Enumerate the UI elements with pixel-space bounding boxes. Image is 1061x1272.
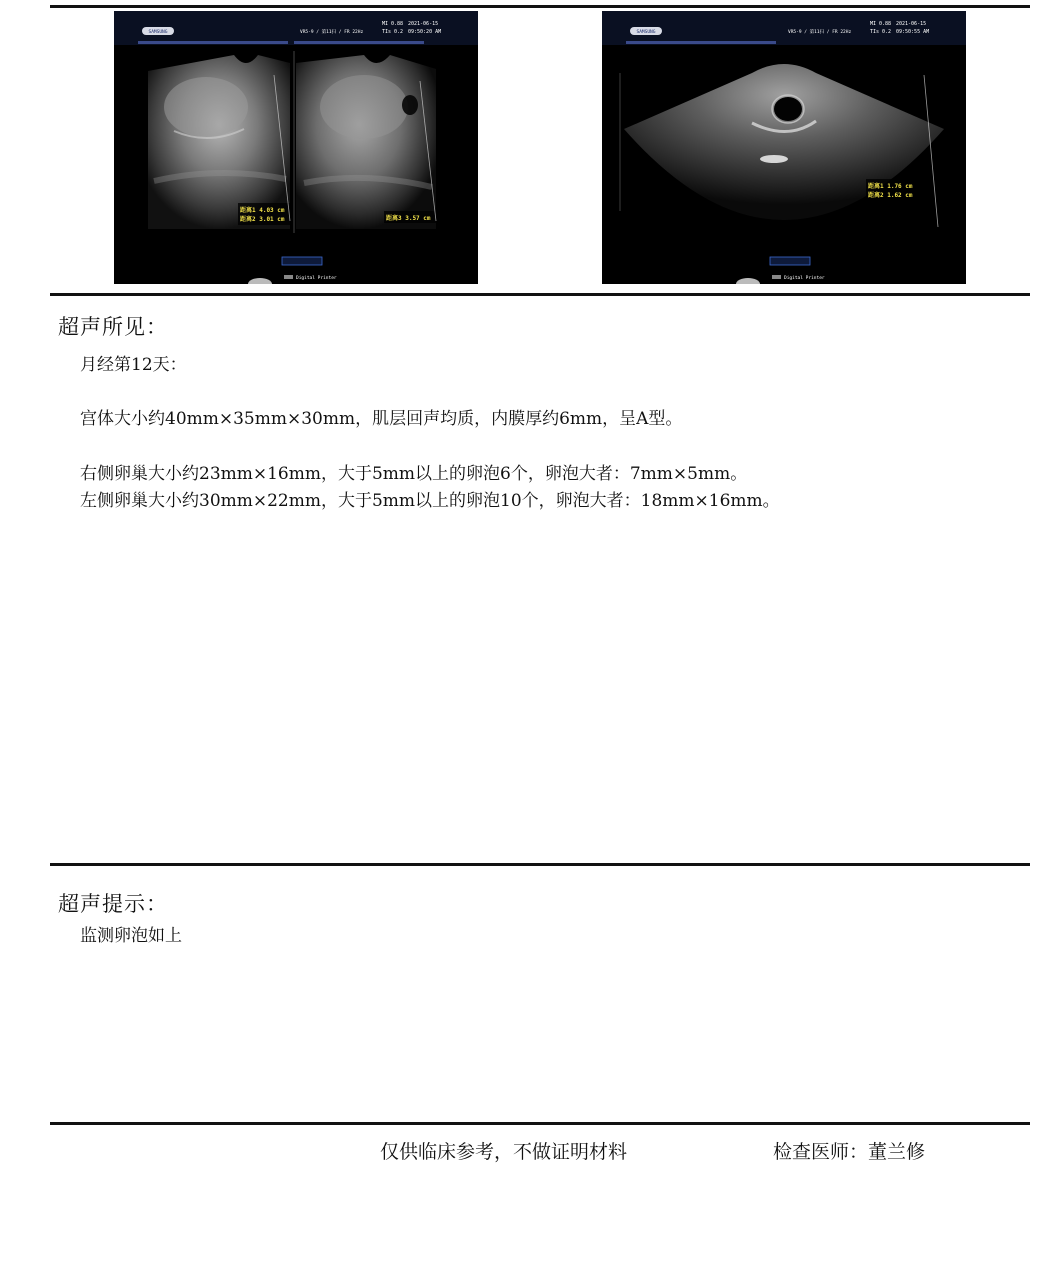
findings-line: 宫体大小约40mm×35mm×30mm，肌层回声均质，内膜厚约6mm，呈A型。 (80, 409, 683, 429)
probe-readout: VR5-9 / 第11扫 / FR 22Hz (300, 30, 364, 35)
time-readout: 09:50:55 AM (896, 29, 930, 35)
mi-readout: MI 0.88 (870, 21, 892, 27)
conclusion-title: 超声提示： (58, 892, 168, 916)
measurement-label: 距离3 3.57 cm (386, 215, 431, 222)
printer-label: Digital Printer (784, 276, 825, 281)
findings-line: 右侧卵巢大小约23mm×16mm，大于5mm以上的卵泡6个，卵泡大者：7mm×5mm。 (80, 464, 748, 484)
measurement-label: 距离1 4.03 cm (240, 207, 285, 214)
tis-readout: TIs 0.2 (870, 29, 892, 35)
disclaimer-text: 仅供临床参考，不做证明材料 (380, 1141, 628, 1163)
freeze-button-icon (282, 257, 322, 265)
measurement-label: 距离2 1.62 cm (868, 192, 913, 199)
probe-readout: VR5-9 / 第11扫 / FR 22Hz (788, 30, 852, 35)
findings-title: 超声所见： (58, 315, 168, 339)
images-divider (50, 293, 1030, 296)
date-readout: 2021-06-15 (408, 21, 439, 27)
ultrasound-image-uterus (114, 11, 478, 284)
measurement-label: 距离2 3.01 cm (240, 216, 285, 223)
measurement-label: 距离1 1.76 cm (868, 183, 913, 190)
top-divider (50, 5, 1030, 8)
date-readout: 2021-06-15 (896, 21, 927, 27)
conclusion-divider (50, 863, 1030, 866)
examining-doctor: 检查医师：董兰修 (773, 1141, 926, 1163)
time-readout: 09:50:20 AM (408, 29, 442, 35)
footer-divider (50, 1122, 1030, 1125)
brand-label: SAMSUNG (636, 30, 656, 35)
tis-readout: TIs 0.2 (382, 29, 404, 35)
findings-line: 左侧卵巢大小约30mm×22mm，大于5mm以上的卵泡10个，卵泡大者：18mm×16mm。 (80, 491, 780, 511)
freeze-button-icon (770, 257, 810, 265)
findings-line: 月经第12天： (80, 355, 187, 375)
mi-readout: MI 0.88 (382, 21, 404, 27)
follicle-shape (774, 97, 802, 121)
conclusion-text: 监测卵泡如上 (80, 926, 182, 946)
brand-label: SAMSUNG (148, 30, 168, 35)
printer-label: Digital Printer (296, 276, 337, 281)
ultrasound-image-ovary (602, 11, 966, 284)
